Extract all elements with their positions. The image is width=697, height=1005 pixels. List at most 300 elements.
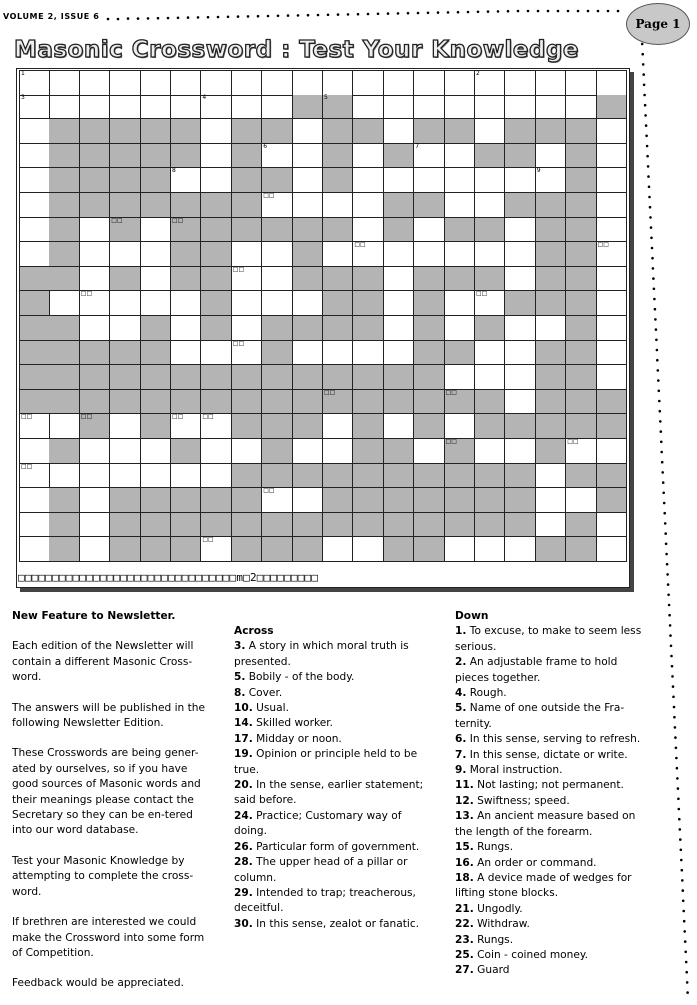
crossword-cell[interactable] (353, 168, 383, 193)
crossword-cell[interactable] (323, 414, 353, 439)
crossword-cell (49, 168, 79, 193)
crossword-cell (445, 488, 475, 513)
across-clue (234, 809, 430, 840)
crossword-cell[interactable] (445, 95, 475, 120)
down-clue (455, 902, 647, 917)
crossword-cell (505, 414, 535, 439)
crossword-cell[interactable] (49, 70, 79, 96)
crossword-cell (414, 513, 444, 538)
crossword-cell[interactable] (141, 95, 171, 120)
crossword-cell (414, 488, 444, 513)
crossword-cell[interactable] (353, 218, 383, 243)
crossword-cell[interactable] (80, 513, 110, 538)
crossword-cell (171, 144, 201, 169)
crossword-cell[interactable] (141, 70, 171, 96)
crossword-cell[interactable] (597, 267, 627, 292)
crossword-cell[interactable] (201, 464, 231, 489)
crossword-cell (141, 341, 171, 366)
crossword-cell[interactable] (19, 414, 50, 439)
crossword-cell[interactable] (293, 70, 323, 96)
crossword-cell[interactable] (19, 70, 50, 96)
crossword-cell[interactable] (80, 537, 110, 562)
intro-paragraph: Each edition of the Newsletter will contain a different Masonic Cross-word. (12, 640, 194, 684)
clue-num: 10. (234, 702, 253, 715)
crossword-cell (597, 464, 627, 489)
crossword-cell (566, 144, 596, 169)
crossword-cell[interactable] (171, 168, 201, 193)
crossword-cell[interactable] (475, 537, 505, 562)
crossword-cell[interactable] (262, 242, 292, 267)
crossword-cell[interactable] (414, 439, 444, 464)
crossword-cell[interactable] (293, 291, 323, 316)
clue-text: Not lasting; not permanent. (473, 779, 624, 792)
clue-number: □□ (111, 216, 123, 224)
crossword-cell[interactable] (201, 414, 231, 439)
intro-paragraph: Feedback would be appreciated. (12, 977, 184, 990)
crossword-cell[interactable] (475, 70, 505, 96)
crossword-cell (141, 513, 171, 538)
crossword-cell[interactable] (141, 291, 171, 316)
crossword-cell[interactable] (597, 341, 627, 366)
crossword-cell[interactable] (110, 316, 140, 341)
crossword-cell[interactable] (80, 316, 110, 341)
crossword-cell[interactable] (597, 365, 627, 390)
clue-text: In this sense, zealot or fanatic. (252, 917, 420, 930)
crossword-cell[interactable] (323, 537, 353, 562)
crossword-cell[interactable] (353, 95, 383, 120)
crossword-cell (201, 193, 231, 218)
crossword-cell[interactable] (566, 488, 596, 513)
crossword-cell[interactable] (171, 464, 201, 489)
crossword-cell[interactable] (505, 439, 535, 464)
crossword-cell[interactable] (80, 218, 110, 243)
crossword-cell (475, 390, 505, 415)
crossword-cell[interactable] (19, 439, 50, 464)
crossword-cell[interactable] (141, 464, 171, 489)
crossword-cell[interactable] (171, 341, 201, 366)
crossword-cell[interactable] (19, 218, 50, 243)
crossword-cell[interactable] (597, 193, 627, 218)
crossword-cell[interactable] (505, 316, 535, 341)
crossword-cell[interactable] (475, 365, 505, 390)
crossword-cell[interactable] (110, 242, 140, 267)
crossword-cell[interactable] (293, 119, 323, 144)
crossword-cell[interactable] (323, 439, 353, 464)
crossword-cell (536, 242, 566, 267)
crossword-cell[interactable] (262, 267, 292, 292)
crossword-cell[interactable] (475, 119, 505, 144)
crossword-cell[interactable] (445, 414, 475, 439)
crossword-cell[interactable] (19, 193, 50, 218)
crossword-cell (80, 168, 110, 193)
crossword-cell[interactable] (19, 242, 50, 267)
crossword-cell[interactable] (445, 242, 475, 267)
clue-text: Rough. (466, 687, 507, 700)
crossword-cell (110, 341, 140, 366)
crossword-cell[interactable] (475, 193, 505, 218)
crossword-cell[interactable] (353, 537, 383, 562)
crossword-cell (475, 316, 505, 341)
crossword-cell[interactable] (384, 414, 414, 439)
crossword-cell (536, 414, 566, 439)
crossword-cell[interactable] (536, 513, 566, 538)
crossword-cell[interactable] (232, 439, 262, 464)
crossword-cell[interactable] (445, 144, 475, 169)
crossword-cell (445, 267, 475, 292)
crossword-cell (171, 537, 201, 562)
crossword-cell[interactable] (566, 70, 596, 96)
clue-text: Coin - coined money. (473, 948, 588, 961)
crossword-cell[interactable] (80, 464, 110, 489)
crossword-cell[interactable] (171, 316, 201, 341)
clue-text: To excuse, to make to seem less serious. (455, 625, 642, 653)
dotted-border-top (104, 8, 624, 22)
crossword-cell[interactable] (201, 439, 231, 464)
crossword-cell[interactable] (445, 193, 475, 218)
crossword-cell[interactable] (232, 291, 262, 316)
down-clue (455, 809, 647, 840)
crossword-cell (262, 218, 292, 243)
crossword-cell[interactable] (384, 267, 414, 292)
across-column (234, 624, 430, 932)
crossword-cell[interactable] (201, 70, 231, 96)
intro-column (12, 609, 212, 992)
crossword-cell[interactable] (505, 95, 535, 120)
crossword-cell[interactable] (49, 464, 79, 489)
crossword-cell[interactable] (353, 144, 383, 169)
crossword-cell[interactable] (384, 291, 414, 316)
crossword-cell[interactable] (597, 439, 627, 464)
crossword-cell (49, 193, 79, 218)
crossword-cell[interactable] (323, 70, 353, 96)
crossword-cell[interactable] (110, 464, 140, 489)
clue-num: 14. (234, 717, 253, 730)
crossword-cell[interactable] (414, 144, 444, 169)
crossword-cell[interactable] (201, 119, 231, 144)
across-clue (234, 670, 430, 685)
crossword-cell[interactable] (384, 341, 414, 366)
clue-text: In this sense, serving to refresh. (466, 733, 641, 746)
across-clue (234, 747, 430, 778)
crossword-cell[interactable] (80, 70, 110, 96)
crossword-cell (384, 513, 414, 538)
crossword-cell[interactable] (536, 488, 566, 513)
crossword-cell[interactable] (232, 267, 262, 292)
crossword-cell[interactable] (171, 95, 201, 120)
crossword-cell[interactable] (110, 414, 140, 439)
crossword-cell[interactable] (323, 242, 353, 267)
clue-num: 12. (455, 794, 474, 807)
clue-number: 4 (202, 93, 207, 101)
volume-issue: VOLUME 2, ISSUE 6 (3, 12, 100, 21)
down-clue (455, 624, 647, 655)
crossword-cell (323, 119, 353, 144)
crossword-cell[interactable] (141, 439, 171, 464)
crossword-cell[interactable] (49, 414, 79, 439)
crossword-cell[interactable] (505, 267, 535, 292)
crossword-cell[interactable] (475, 242, 505, 267)
crossword-cell (536, 537, 566, 562)
crossword-cell[interactable] (19, 119, 50, 144)
crossword-cell[interactable] (536, 168, 566, 193)
crossword-cell[interactable] (475, 341, 505, 366)
crossword-cell[interactable] (293, 168, 323, 193)
crossword-cell[interactable] (110, 70, 140, 96)
crossword-cell (49, 316, 79, 341)
crossword-cell[interactable] (384, 316, 414, 341)
crossword-cell[interactable] (566, 439, 596, 464)
crossword-cell[interactable] (19, 513, 50, 538)
crossword-cell[interactable] (475, 95, 505, 120)
crossword-cell[interactable] (414, 242, 444, 267)
crossword-cell[interactable] (19, 144, 50, 169)
crossword-cell (110, 218, 140, 243)
crossword-cell[interactable] (80, 242, 110, 267)
crossword-cell[interactable] (141, 218, 171, 243)
clue-num: 28. (234, 856, 253, 869)
clue-number: 5 (324, 93, 328, 101)
crossword-cell[interactable] (80, 488, 110, 513)
crossword-cell (475, 488, 505, 513)
crossword-cell[interactable] (505, 341, 535, 366)
clue-num: 23. (455, 933, 474, 946)
crossword-cell (353, 513, 383, 538)
crossword-cell (262, 439, 292, 464)
clue-num: 6. (455, 733, 467, 746)
crossword-cell[interactable] (80, 291, 110, 316)
crossword-cell[interactable] (141, 267, 171, 292)
crossword-cell (597, 390, 627, 415)
crossword-cell[interactable] (262, 291, 292, 316)
crossword-cell[interactable] (445, 168, 475, 193)
crossword-cell (353, 390, 383, 415)
clue-num: 30. (234, 917, 253, 930)
crossword-cell[interactable] (232, 316, 262, 341)
crossword-cell (445, 513, 475, 538)
crossword-cell (262, 537, 292, 562)
crossword-cell (49, 390, 79, 415)
page-number-badge (626, 3, 690, 45)
crossword-cell[interactable] (353, 341, 383, 366)
crossword-cell (353, 316, 383, 341)
crossword-cell[interactable] (597, 537, 627, 562)
clue-text: Bobily - of the body. (245, 671, 355, 684)
crossword-cell[interactable] (262, 144, 292, 169)
crossword-cell[interactable] (536, 464, 566, 489)
crossword-cell[interactable] (445, 365, 475, 390)
crossword-cell (536, 365, 566, 390)
crossword-cell[interactable] (201, 537, 231, 562)
crossword-cell (384, 488, 414, 513)
crossword-cell[interactable] (384, 119, 414, 144)
crossword-cell[interactable] (445, 291, 475, 316)
crossword-cell (49, 267, 79, 292)
crossword-cell[interactable] (232, 341, 262, 366)
clue-num: 2. (455, 656, 467, 669)
crossword-cell (201, 291, 231, 316)
crossword-cell[interactable] (353, 193, 383, 218)
crossword-cell[interactable] (80, 267, 110, 292)
crossword-cell (201, 513, 231, 538)
crossword-cell (110, 537, 140, 562)
intro-paragraph: These Crosswords are being gener-ated by ourselves, so if you have good sources of Masonic words and their meanings please contact the Secretary so they can be en-tered into our word database. (12, 747, 201, 837)
crossword-cell (293, 414, 323, 439)
crossword-cell[interactable] (597, 513, 627, 538)
crossword-cell[interactable] (445, 316, 475, 341)
crossword-cell[interactable] (597, 119, 627, 144)
crossword-cell[interactable] (171, 70, 201, 96)
crossword-cell[interactable] (201, 341, 231, 366)
crossword-cell (323, 95, 353, 120)
crossword-cell (293, 242, 323, 267)
crossword-cell[interactable] (475, 291, 505, 316)
crossword-cell[interactable] (110, 439, 140, 464)
crossword-cell[interactable] (536, 316, 566, 341)
crossword-cell[interactable] (505, 365, 535, 390)
crossword-cell[interactable] (353, 242, 383, 267)
crossword-cell[interactable] (171, 414, 201, 439)
crossword-cell[interactable] (353, 70, 383, 96)
crossword-cell[interactable] (505, 242, 535, 267)
crossword-cell (323, 316, 353, 341)
crossword-cell[interactable] (536, 70, 566, 96)
crossword-cell[interactable] (293, 439, 323, 464)
crossword-cell (414, 267, 444, 292)
clue-number: 9 (536, 167, 541, 175)
crossword-cell[interactable] (384, 70, 414, 96)
crossword-cell[interactable] (475, 168, 505, 193)
crossword-cell[interactable] (80, 439, 110, 464)
crossword-cell (171, 242, 201, 267)
crossword-cell[interactable] (597, 144, 627, 169)
crossword-cell[interactable] (597, 291, 627, 316)
across-clue (234, 778, 430, 809)
crossword-footer-glyphs: □□□□□□□□□□□□□□□□□□□□□□□□□□□□□□□□m□2□□□□□□□□□ (18, 571, 319, 584)
crossword-cell (414, 537, 444, 562)
crossword-cell[interactable] (536, 144, 566, 169)
crossword-cell[interactable] (141, 242, 171, 267)
crossword-cell[interactable] (49, 95, 79, 120)
crossword-cell[interactable] (505, 218, 535, 243)
crossword-cell[interactable] (384, 242, 414, 267)
crossword-cell[interactable] (262, 70, 292, 96)
crossword-cell[interactable] (323, 193, 353, 218)
crossword-cell[interactable] (384, 168, 414, 193)
crossword-cell (353, 267, 383, 292)
crossword-cell (262, 168, 292, 193)
down-clue (455, 871, 647, 902)
clue-number: □□ (80, 413, 93, 421)
clue-number: □□ (202, 413, 214, 421)
clue-text: A story in which moral truth is presented. (234, 640, 409, 668)
crossword-cell[interactable] (110, 291, 140, 316)
crossword-cell (414, 414, 444, 439)
across-heading: Across (234, 625, 274, 637)
crossword-cell (384, 365, 414, 390)
crossword-cell[interactable] (19, 537, 50, 562)
clue-num: 27. (455, 964, 474, 977)
crossword-cell[interactable] (201, 168, 231, 193)
clue-num: 26. (234, 840, 253, 853)
clue-text: Guard (473, 964, 510, 977)
crossword-cell[interactable] (445, 537, 475, 562)
crossword-cell[interactable] (414, 70, 444, 96)
crossword-cell (505, 119, 535, 144)
crossword-cell[interactable] (597, 316, 627, 341)
crossword-cell[interactable] (597, 242, 627, 267)
crossword-cell[interactable] (262, 95, 292, 120)
crossword-cell[interactable] (19, 95, 50, 120)
clue-num: 18. (455, 871, 474, 884)
clue-number: 8 (172, 167, 176, 175)
clue-text: An order or command. (473, 856, 597, 869)
crossword-cell[interactable] (475, 439, 505, 464)
crossword-cell[interactable] (80, 95, 110, 120)
crossword-cell[interactable] (384, 95, 414, 120)
crossword-cell[interactable] (414, 168, 444, 193)
crossword-cell[interactable] (171, 291, 201, 316)
crossword-cell[interactable] (19, 488, 50, 513)
crossword-cell[interactable] (597, 70, 627, 96)
crossword-cell (49, 242, 79, 267)
crossword-cell[interactable] (201, 95, 231, 120)
crossword-cell[interactable] (597, 168, 627, 193)
crossword-cell[interactable] (323, 341, 353, 366)
clue-num: 11. (455, 779, 474, 792)
crossword-cell[interactable] (232, 95, 262, 120)
crossword-cell[interactable] (505, 537, 535, 562)
crossword-cell (353, 119, 383, 144)
clue-text: An adjustable frame to hold pieces together. (455, 656, 618, 684)
crossword-cell[interactable] (536, 95, 566, 120)
crossword-cell[interactable] (293, 193, 323, 218)
crossword-cell (49, 365, 79, 390)
crossword-cell[interactable] (19, 464, 50, 489)
crossword-cell[interactable] (597, 218, 627, 243)
crossword-cell[interactable] (262, 193, 292, 218)
crossword-cell[interactable] (49, 291, 79, 316)
crossword-cell[interactable] (293, 488, 323, 513)
crossword-cell (262, 341, 292, 366)
crossword-cell (293, 316, 323, 341)
crossword-cell[interactable] (505, 390, 535, 415)
crossword-cell[interactable] (19, 168, 50, 193)
crossword-cell (566, 193, 596, 218)
crossword-cell[interactable] (566, 95, 596, 120)
crossword-cell[interactable] (262, 488, 292, 513)
crossword-cell (566, 119, 596, 144)
crossword-cell[interactable] (110, 95, 140, 120)
clue-num: 8. (234, 686, 246, 699)
crossword-cell[interactable] (293, 341, 323, 366)
crossword-cell (262, 390, 292, 415)
crossword-cell[interactable] (232, 242, 262, 267)
across-clue (234, 639, 430, 670)
crossword-cell (323, 291, 353, 316)
crossword-cell[interactable] (505, 168, 535, 193)
crossword-cell[interactable] (232, 70, 262, 96)
crossword-cell[interactable] (293, 144, 323, 169)
crossword-cell[interactable] (445, 70, 475, 96)
crossword-cell (110, 488, 140, 513)
crossword-cell (262, 365, 292, 390)
crossword-cell (141, 168, 171, 193)
crossword-cell[interactable] (201, 144, 231, 169)
crossword-cell[interactable] (505, 70, 535, 96)
crossword-cell[interactable] (414, 218, 444, 243)
crossword-cell[interactable] (414, 95, 444, 120)
page-title: Masonic Crossword : Test Your Knowledge (14, 37, 580, 63)
